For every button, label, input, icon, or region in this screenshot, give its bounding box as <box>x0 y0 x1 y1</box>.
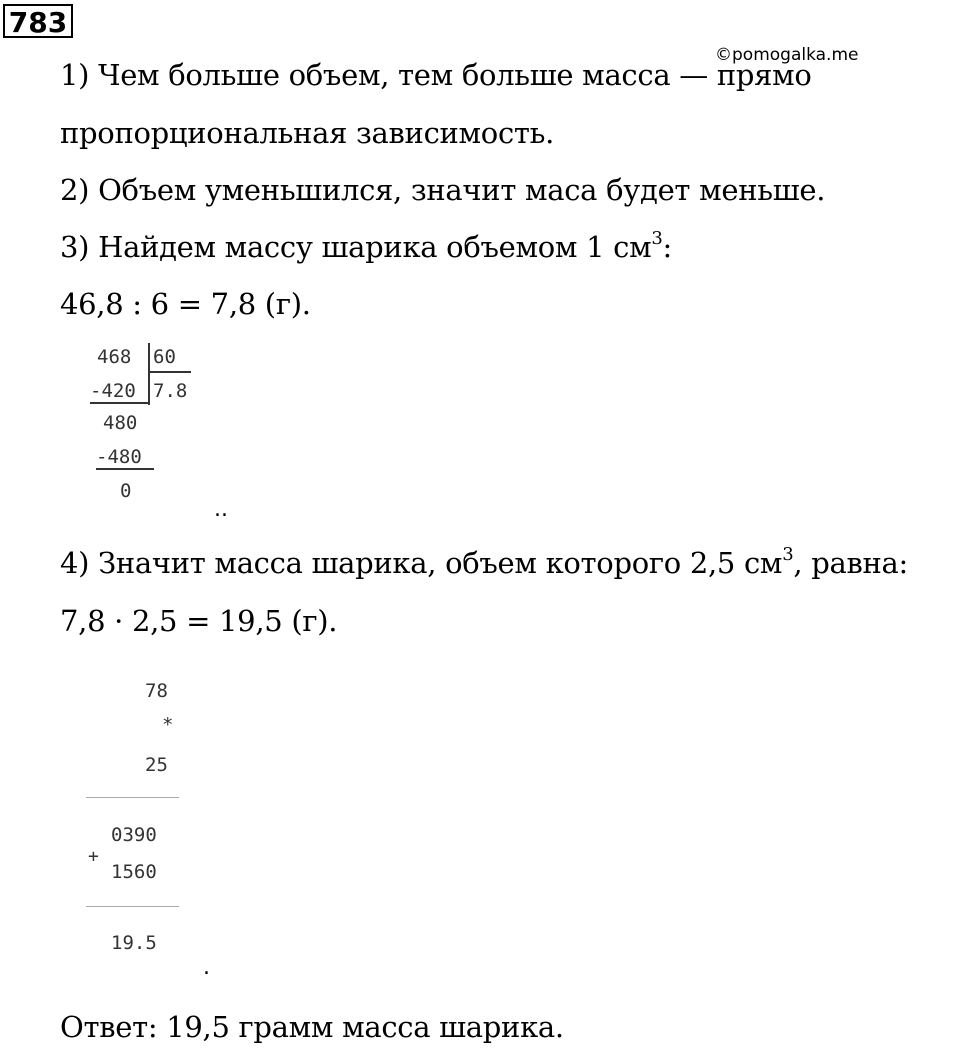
division-dividend: 468 <box>97 346 132 368</box>
solution-line-7: 7,8 · 2,5 = 19,5 (г). <box>60 604 338 638</box>
problem-number: 783 <box>3 4 73 38</box>
solution-line-4-text: 3) Найдем массу шарика объемом 1 см <box>60 230 652 264</box>
solution-line-6-tail: , равна: <box>793 546 908 580</box>
division-remainder-2: 0 <box>120 480 132 502</box>
partial-product-2: 1560 <box>111 861 157 883</box>
partial-product-1: 0390 <box>111 824 157 846</box>
solution-line-3: 2) Объем уменьшился, значит маса будет меньше. <box>60 173 826 207</box>
division-subtrahend-1: -420 <box>90 380 136 402</box>
solution-line-4 <box>60 230 672 264</box>
watermark: ©pomogalka.me <box>715 45 859 65</box>
multiplication-rule-1 <box>86 797 179 798</box>
answer-line: Ответ: 19,5 грамм масса шарика. <box>60 1010 564 1044</box>
solution-line-6-text: 4) Значит масса шарика, объем которого 2,5 см <box>60 546 783 580</box>
solution-line-2: пропорциональная зависимость. <box>60 116 555 150</box>
multiplication-rule-2 <box>86 906 179 907</box>
superscript-3: 3 <box>651 228 663 249</box>
multiplication-result: 19.5 <box>111 932 157 954</box>
division-underline-1 <box>90 402 148 404</box>
plus-sign: + <box>88 846 99 867</box>
division-divisor: 60 <box>153 346 176 368</box>
solution-line-5: 46,8 : 6 = 7,8 (г). <box>60 287 311 321</box>
multiplication-marker: . <box>203 955 210 980</box>
multiply-sign: * <box>162 714 174 736</box>
division-divisor-underline <box>149 371 191 373</box>
division-subtrahend-2: -480 <box>96 446 142 468</box>
solution-line-1: 1) Чем больше объем, тем больше масса — прямо <box>60 58 812 92</box>
multiplicand: 78 <box>145 680 168 702</box>
solution-line-4-tail: : <box>662 230 673 264</box>
division-underline-2 <box>96 468 154 470</box>
division-quotient: 7.8 <box>153 380 188 402</box>
division-remainder-1: 480 <box>103 412 138 434</box>
solution-line-6 <box>60 546 908 580</box>
superscript-3: 3 <box>782 544 794 565</box>
division-vertical-bar <box>148 343 150 405</box>
multiplier: 25 <box>145 754 168 776</box>
division-marker: .. <box>214 497 228 522</box>
